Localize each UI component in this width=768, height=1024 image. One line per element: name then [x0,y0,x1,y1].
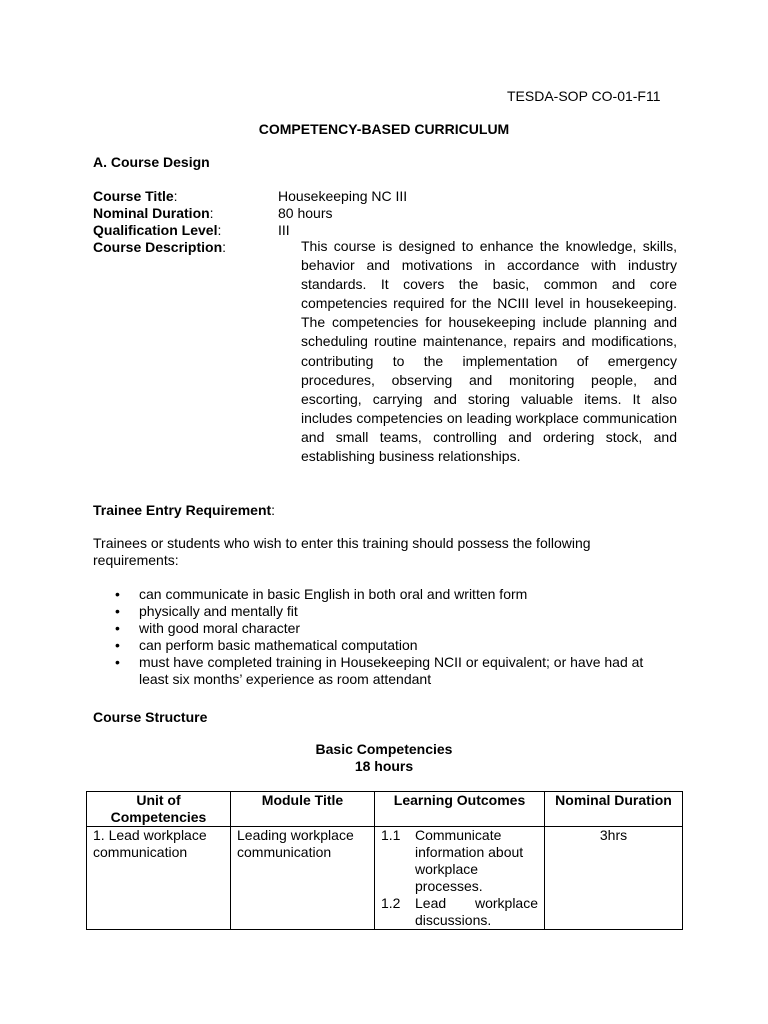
list-item: 1.2 Lead workplace discussions. [381,895,538,928]
column-header-outcomes: Learning Outcomes [375,792,545,827]
column-header-unit: Unit of Competencies [87,792,231,827]
entry-requirement-heading: Trainee Entry Requirement: [93,502,276,518]
requirements-list [115,586,675,688]
table-row [87,827,683,930]
list-item: 1.1 Communicate information about workplace processes. [381,827,524,894]
list-item: • physically and mentally fit [115,603,298,619]
basic-competencies-heading [0,741,768,775]
bullet-icon: • [115,654,120,670]
column-header-module: Module Title [231,792,375,827]
nominal-duration-value: 80 hours [278,205,333,221]
bullet-icon: • [115,620,120,636]
column-header-duration: Nominal Duration [545,792,683,827]
course-structure-heading: Course Structure [93,709,208,725]
learning-outcomes-list [381,827,538,929]
course-description-text: This course is designed to enhance the knowledge, skills, behavior and motivations in accordance with industry standards. It covers the basic, common and core competencies required for the NCIII level in housekeeping. The competencies for housekeeping include planning and scheduling routine maintenance, repairs and modifications, contributing to the implementation of emergency procedures, observing and monitoring people, and escorting, carrying and storing valuable items. It also includes competencies on leading workplace communication and small teams, controlling and ordering stock, and establishing business relationships. [301,238,677,465]
list-item: • with good moral character [115,620,301,636]
list-item: • can perform basic mathematical computation [115,637,418,653]
bullet-icon: • [115,586,120,602]
entry-requirement-intro: Trainees or students who wish to enter this training should possess the following requirements: [93,535,591,568]
cell-outcomes [375,827,545,930]
list-item: • can communicate in basic English in both oral and written form [115,586,528,602]
course-title-label: Course Title: [93,188,178,204]
cell-unit: 1. Lead workplace communication [87,827,231,930]
section-heading-course-design: A. Course Design [93,154,210,170]
nominal-duration-label: Nominal Duration: [93,205,214,221]
qualification-level-value: III [278,222,290,238]
basic-competencies-title: Basic Competencies [315,741,453,757]
cell-duration: 3hrs [545,827,683,930]
bullet-icon: • [115,637,120,653]
list-item: • must have completed training in Housekeeping NCII or equivalent; or have had at least six months’ experience as room attendant [115,654,644,687]
document-code: TESDA-SOP CO-01-F11 [507,88,661,104]
basic-competencies-hours: 18 hours [354,758,414,774]
bullet-icon: • [115,603,120,619]
competencies-table [86,791,683,930]
document-title: COMPETENCY-BASED CURRICULUM [258,121,510,137]
table-header-row [87,792,683,827]
qualification-level-label: Qualification Level: [93,222,222,238]
course-title-value: Housekeeping NC III [278,188,408,204]
course-description-label: Course Description: [93,239,227,255]
cell-module: Leading workplace communication [231,827,375,930]
